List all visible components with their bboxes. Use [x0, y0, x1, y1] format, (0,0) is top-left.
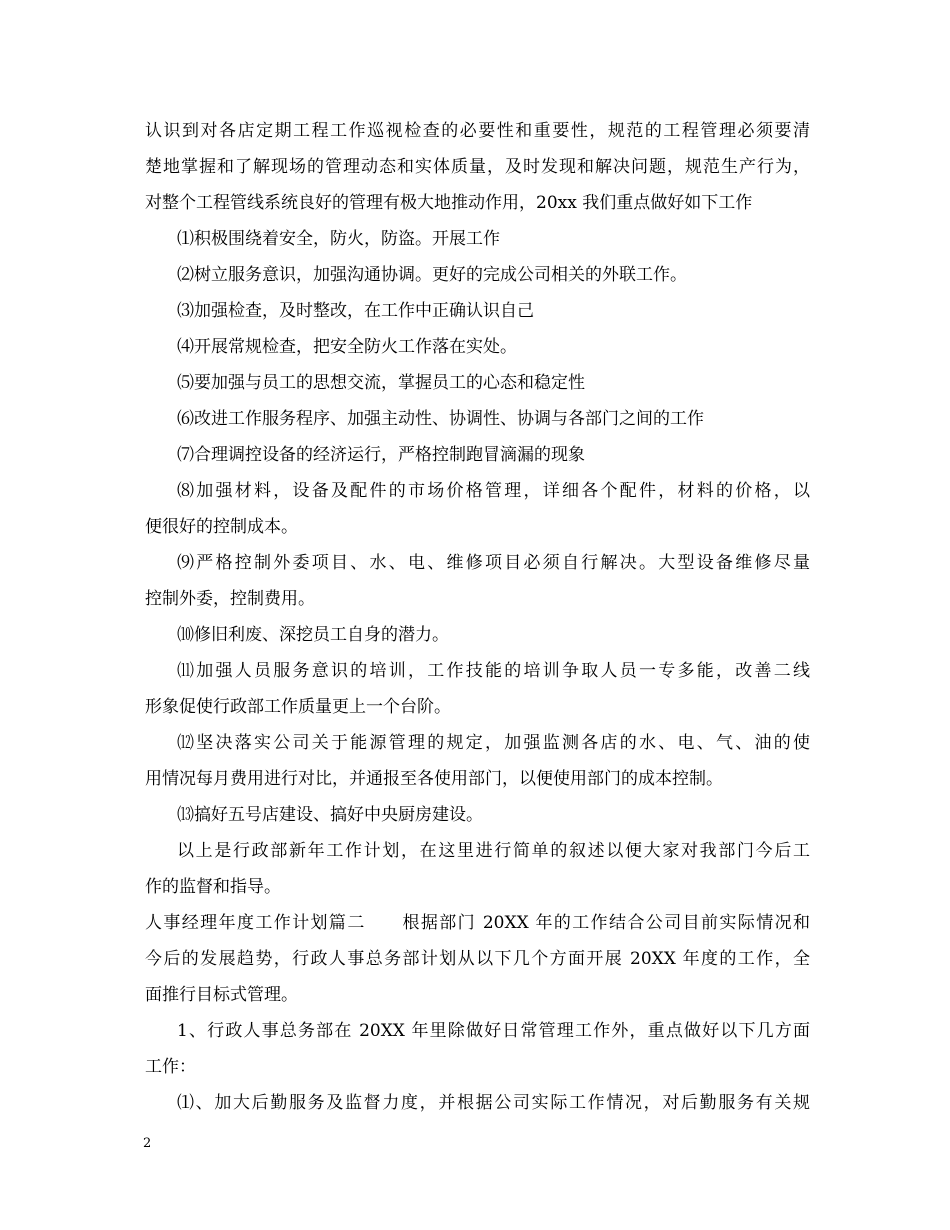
text-line: 楚地掌握和了解现场的管理动态和实体质量，及时发现和解决问题，规范生产行为，	[145, 157, 810, 177]
text-line: 作的监督和指导。	[145, 877, 281, 897]
text-line: 便很好的控制成本。	[145, 517, 298, 537]
text-line: 认识到对各店定期工程工作巡视检查的必要性和重要性，规范的工程管理必须要清	[145, 121, 810, 141]
text-line: ⑵树立服务意识，加强沟通协调。更好的完成公司相关的外联工作。	[177, 265, 687, 285]
text-line: ⑹改进工作服务程序、加强主动性、协调性、协调与各部门之间的工作	[177, 409, 704, 429]
text-line: 对整个工程管线系统良好的管理有极大地推动作用，20xx 我们重点做好如下工作	[145, 193, 753, 213]
text-line: 1、行政人事总务部在 20XX 年里除做好日常管理工作外，重点做好以下几方面	[177, 1021, 810, 1041]
text-line: ⒀搞好五号店建设、搞好中央厨房建设。	[177, 805, 483, 825]
text-line: ⑾加强人员服务意识的培训，工作技能的培训争取人员一专多能，改善二线	[177, 661, 810, 681]
text-line: ⑽修旧利废、深挖员工自身的潜力。	[177, 625, 449, 645]
text-line: 今后的发展趋势，行政人事总务部计划从以下几个方面开展 20XX 年度的工作，全	[145, 949, 810, 969]
text-line: ⑺合理调控设备的经济运行，严格控制跑冒滴漏的现象	[177, 445, 585, 465]
text-line: 以上是行政部新年工作计划，在这里进行简单的叙述以便大家对我部门今后工	[177, 841, 810, 861]
text-line: 面推行目标式管理。	[145, 985, 298, 1005]
text-line: ⑷开展常规检查，把安全防火工作落在实处。	[177, 337, 517, 357]
text-line: 用情况每月费用进行对比，并通报至各使用部门，以便使用部门的成本控制。	[145, 769, 723, 789]
text-line: ⑼严格控制外委项目、水、电、维修项目必须自行解决。大型设备维修尽量	[177, 553, 810, 573]
text-line: ⑴积极围绕着安全，防火，防盗。开展工作	[177, 229, 500, 249]
text-line: 人事经理年度工作计划篇二 根据部门 20XX 年的工作结合公司目前实际情况和	[145, 913, 810, 933]
text-line: ⑿坚决落实公司关于能源管理的规定，加强监测各店的水、电、气、油的使	[177, 733, 810, 753]
text-line: ⑴、加大后勤服务及监督力度，并根据公司实际工作情况，对后勤服务有关规	[177, 1093, 810, 1113]
document-body	[145, 113, 810, 1121]
text-line: ⑸要加强与员工的思想交流，掌握员工的心态和稳定性	[177, 373, 585, 393]
text-line: ⑶加强检查，及时整改，在工作中正确认识自己	[177, 301, 534, 321]
page-number: 2	[143, 1136, 152, 1151]
text-line: 工作：	[145, 1057, 196, 1077]
text-line: 控制外委，控制费用。	[145, 589, 315, 609]
text-line: ⑻加强材料，设备及配件的市场价格管理，详细各个配件，材料的价格，以	[177, 481, 810, 501]
text-line: 形象促使行政部工作质量更上一个台阶。	[145, 697, 451, 717]
